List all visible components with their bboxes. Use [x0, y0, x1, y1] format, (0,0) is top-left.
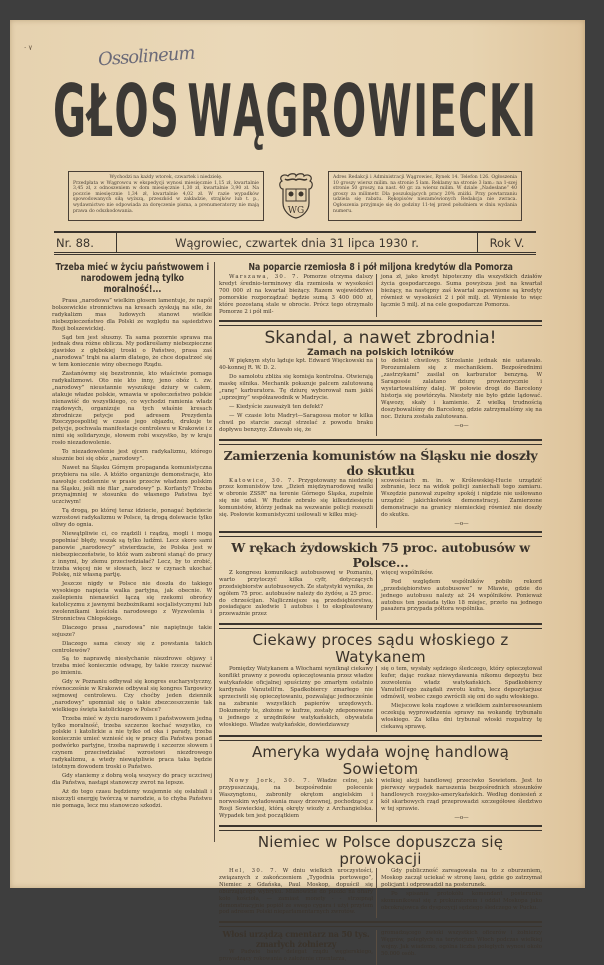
masthead-letter: G — [265, 69, 298, 153]
issue-info-bar — [54, 231, 536, 255]
article-paragraph: Sąd ten jest słuszny. Ta sama pozornie sprawa ma jednak dwa różne oblicza. My podkreślamy niebezpieczne zjawisko z głębokiej troski o Państwo, prasa zaś „narodowa” trąbi na alarm dlatego, że chce dopatrzeć się w tem koniecznie winy obecnego Rządu. — [52, 334, 212, 369]
end-mark: —o— — [454, 520, 469, 527]
article-paragraph: Nawet na Śląsku Górnym propaganda komunistyczna przybiera na sile. A któżto organizuje demonstracje, kto nawołuje codziennie w prasie przeciw władzom polskim na Śląsku, jeśli nie filar „narodowy” p. Korfanty? Trzeba przynajmniej w stosunku do własnego Państwa być uczciwym! — [52, 464, 212, 506]
article-pomorze: Na poparcie rzemiosła 8 i pół miljona kredytów dla Pomorza Warszawa, 30. 7. Pomorze otrzyma dalszy kredyt średnio-terminowy dla rzemiosła w wysokości 700 000 zł na kwartał bieżący. Razem województwo pomorskie rozporządzać będzie sumą 3 400 000 zł, które pozostaną stale w obrocie. Prócz tego otrzymało Pomorze 2 i pół mil- jona zł, jako kredyt hipoteczny dla wszystkich działów życia gospodarczego. Suma powyższa jest na kwartał bieżący, na następny zaś kwartał zapewnione są kredyty również w wysokości 2 i pół milj. zł. Wyniesie to więc łącznie 5 milj. zł na cele gospodarcze Pomorza. — [219, 262, 542, 317]
masthead-letter: O — [114, 69, 149, 153]
svg-text:WG: WG — [287, 206, 305, 216]
article-ameryka: Ameryka wydała wojnę handlową Sowietom Nowy Jork, 30. 7. Władze celne, jak przypuszczają, na bezpośrednie polecenie Waszyngtonu, zabroniły okrętom angielskim i norweskim wyładowania masy drzewnej, pochodzącej z Rosji Sowieckiej, którą okręty wiozły z Archangielska. Wypadek ten jest początkiem wielkiej akcji handlowej przeciwko Sowietom. Jest to pierwszy wypadek naruszenia bezpośrednich stosunków handlowych rosyjsko-amerykańskich. Według doniesień z kół skarbowych rząd przeprowadzi szczegółowe śledztwo w tej sprawie. —o— — [219, 743, 542, 821]
masthead-letter: W — [187, 69, 232, 153]
issue-place-date: Wągrowiec, czwartek dnia 31 lipca 1930 r. — [117, 233, 478, 252]
masthead-letter: R — [299, 69, 331, 153]
masthead-letter: C — [457, 69, 488, 153]
masthead-letter: S — [149, 69, 179, 153]
article-paragraph: To niezadowolenie jest ojcem radykalizmu, którego słusznie boi się obóz „narodowy”. — [52, 449, 212, 462]
masthead-letter: Ł — [87, 69, 113, 153]
editorial-address-text: Adres Redakcji i Administracji Wągrowiec, Rynek 14. Telefon 126. Ogłoszenia 10 groszy wiersz milim. na stronie 5 łam. Reklamy na stronie 3 łam.: na 1-szej stronie 50 groszy, na nast. 40 gr. za wiersz milim. W dziale „Nadesłane” 40 groszy za milimetr. Dla poszukujących pracy 20% zniżki. Przy powtarzaniu udziela się rabatu. Rękopisów niezamówionych Redakcja nie zwraca. Ogłoszenia przyjmuje się do godziny 11-tej przed południem w dniu wydania numeru. — [333, 175, 517, 214]
masthead-letter: K — [488, 69, 520, 153]
article-headline: Zamierzenia komunistów na Śląsku nie doszły do skutku — [223, 447, 538, 478]
column-divider — [214, 262, 215, 842]
article-paragraph: Dlaczego prasa „narodowa” nie napiętnuje takie sojusze? — [52, 624, 212, 638]
masthead-letter: Ą — [233, 69, 264, 153]
masthead-letter: O — [331, 69, 366, 153]
dateline: Warszawa, 30. 7. — [229, 274, 300, 280]
right-columns — [219, 262, 542, 965]
article-paragraph: Tą drogą, po której teraz idziecie, ponagać będziecie wzrostowi radykalizmu w Polsce, tą drogą dolewacie tylko oliwy do ognia. — [52, 508, 212, 529]
masthead-letter: W — [367, 69, 412, 153]
article-separator — [219, 825, 542, 831]
article-headline: W rękach żydowskich 75 proc. autobusów w Polsce... — [231, 539, 530, 570]
article-paragraph: Gdy staniemy z dobrą wolą wszyscy do pracy uczciwej dla Państwa, nastąpi stanowczy zwrot na lepsze. — [52, 772, 212, 786]
article-headline: Ciekawy proces sądu włoskiego z Watykanem — [252, 631, 509, 667]
article-paragraph: Aż do tego czasu będziemy wzajemnie się osłabiali i niszczyli energję twórczą w narodzie, a to chyba Państwu nie pomaga, lecz mu stanowczo szkodzi. — [52, 788, 212, 809]
article-cmentarz: Włosi urządzą cmentarz na 50 tys. zmarłych żołnierzy W Padwie bawi delegat rządu węgierskiego, prowadzący rokowania o założenie cmentarza, gromadzącego zwłoki wszystkich oficerów i żołnierzy Węgrów, poległych na terytorjum Włoch podczas wielkiej wojny. Jak wiadomo, ogólna liczba poległych wynosi około 50.000 osób. — [219, 930, 542, 965]
article-paragraph: Prasa „narodowa” wielkim głosem lamentuje, że napół bolszewickie stronnictwa na kresach zyskują na sile, że radykalizm mas ludowych stanowi wielkie niebezpieczeństwo dla Polski ze względu na sąsiedztwo Rosji bolszewickiej. — [52, 298, 212, 332]
article-separator — [219, 921, 542, 927]
article-headline: Trzeba mieć w życiu państwowem i narodowem jedną tylko moralność!... — [55, 262, 209, 295]
article-paragraph: Zastanówmy się bezstronnie, kto właściwie pomaga radykalizmowi. Oto nie kto inny, jeno obóz t. zw. „narodowy” nieustannie wyszukuje dziury w całem, atakuje władze polskie, wmawia w społeczeństwo polskie nienawiść do wszystkiego, co wychodzi ramienia władz rządowych, organizuje na tych właśnie kresach zbrodnicze petycje pod adresem Prezydenta Rzeczypospolitej w czasie jego objazdu, drukuje te petycje, pochwala manifestacje centrolewu w Krakowie i z nimi się solidaryzuje, słowem robi wszystko, by w kraju rosło niezadowolenie. — [52, 371, 212, 447]
end-mark: —o— — [454, 814, 469, 821]
issue-year: Rok V. — [489, 235, 525, 250]
article-paragraph: Jeszcze nigdy w Polsce nie doszła do takiego wysokiego napięcia walka partyjna, jak obecnie. W zaślepieniu nienawiści łączą się rzekomi obrońcy katolicyzmu z jawnymi bezbożnikami socjalistycznymi lub zwolennikami kościoła narodowego z Wyzwolenia i Stronnictwa Chłopskiego. — [52, 581, 212, 622]
article-skandal: Skandal, a nawet zbrodnia! Zamach na polskich lotników W pięknym stylu ląduje kpt. Edward Więckowski na 40-konnej R. W. D. 2. Do samolotu zbliża się komisja kontrolna. Otwierają maskę silnika. Mechanik pokazuje palcem zalutowaną „ranę” karburatora. Tę dziurę wyborował nam jakiś „uprzejmy” współzawodnik w Madrycie. — Kiedyście zauważyli ten defekt? — W czasie lotu Madryt—Saragossa motor w kilka chwil po starcie zaczął strzelać z powodu braku dopływu benzyny. Zdawało się, że to defekt chwilowy. Strzelanie jednak nie ustawało. Porozumiałem się z mechanikiem. Bezpośrednimi „zastrzykami” zasilał on karburator benzyną. W Saragossie zalatano dziurę prowizorycznie i wystartowaliśmy dalej. W połowie drogi do Barcelony historja się powtórzyła. Niestety nie było gdzie lądować. Wąwozy, skały i kamienie. Z wielką trudnością doszybowaliśmy do Barcelony, gdzie zatrzymaliśmy się na noc. Dziura została zalutowana. —o— — [219, 329, 542, 435]
dateline: Hel, 30. 7. — [229, 867, 278, 874]
article-body — [52, 298, 212, 809]
masthead-title — [53, 66, 536, 156]
article-paragraph: Gdy w Poznaniu odbywał się kongres eucharystyczny, równocześnie w Krakowie odbywał się kongres Targowicy sejmowej centrolewu. Czy choćby jeden dziennik „narodowy” upomniał się o takie zbezczeszczenie tak wielkiego święta katolickiego w Polsce? — [52, 679, 212, 713]
masthead-letter: I — [413, 69, 428, 153]
article-separator — [219, 439, 542, 445]
issue-number: Nr. 88. — [54, 233, 117, 252]
article-slask: Zamierzenia komunistów na Śląsku nie doszły do skutku Katowice, 30. 7. Przygotowany na niedzielę przez komunistów tzw. „Dzień międzynarodowej walki w obronie ZSSR” na terenie Górnego Śląska, zupełnie się nie udał. W Rudzie zebrało się kilkudziesięciu komunistów, którzy jednak na wezwanie policji rozeszli się. Posłowie komunistyczni usiłowali w kilku miej- scowościach m. in. w Królewskiej-Hucie urządzić zebranie, lecz na widok policji zaniechali tego zamiaru. Wszędzie panował zupełny spokój i nigdzie nie usiłowano urządzić jakichkolwiek demonstracyj. Zamierzone demonstracje na granicy niemieckiej również nie doszły do skutku. —o— — [219, 447, 542, 527]
article-headline: Ameryka wydała wojnę handlową Sowietom — [251, 743, 510, 779]
end-mark: —o— — [454, 422, 469, 429]
handwritten-library-note: Ossolineum — [97, 42, 196, 71]
editorial-address-box — [328, 171, 522, 221]
article-paragraph: Dlaczego sama cieszy się z powstania takich centrolewów? — [52, 640, 212, 654]
article-watykan: Ciekawy proces sądu włoskiego z Watykanem Pomiędzy Watykanem a Włochami wyniknął ciekawy konflikt prawny z powodu opieczętowania przez władze watykańskie oficjalnej spuścizny po zmarłym ostatnio kardynale Vanutelli'm. Spadkobiercy zmarłego nie sprzeciwili się opieczętowaniu, pozwalając jednocześnie na zabranie wszystkich papierów urzędowych. Dokumenty te, złożone w kufrze, zostały zdeponowane u jednego z urzędników watykańskich, obywatela włoskiego. Władze watykańskie, dowiedziawszy się o tem, wysłały sędziego śledczego, który opieczętował kufer, dając rozkaz niewydawania nikomu depozytu bez zezwolenia władz watykańskich. Spadkobiercy Vanutelli'ego zażądali zwrotu kufra, lecz depozytarjusz odmówił, wobec czego zwrócili się oni do sądu włoskiego. Miejscowe koła rządowe z wielkiem zainteresowaniem oczekują wyprowadzenia sprawy na wokandę trybunału włoskiego. Za kilka dni trybunał włoski rozpatrzy tę ciekawą sprawę. — [219, 632, 542, 732]
subscription-info-box — [68, 171, 264, 221]
article-paragraph: Trzeba mieć w życiu narodowem i państwowem jedną tylko moralność, trzeba szczerze kochać wszystko, co polskie i katolickie a nie tylko od oka i parady, trzeba koniecznie umieć wznieść się w pracy dla Państwa ponad podwórko partyjne, trzeba naprawdę i szczerze słowem i czynem przeciwdziałać wzrostowi niezdrowego radykalizmu, a wtedy niewątpliwie praca taka będzie istotnym dowodem troski o Państwo. — [52, 715, 212, 770]
article-separator — [219, 735, 542, 741]
article-niemiec: Niemiec w Polsce dopuszcza się prowokacji Hel, 30. 7. W dniu wielkich uroczystości, związanych z zakończeniem „Tygodnia portowego”, Niemiec z Gdańska, Paul Moskop, dopuścił się oburzającego wybryku. Mianowicie do puszki na ofiary koło kościoła, — zamiast monety - - strzepnął demonstracyjnie popiół ze swego cygara i użył przytem pod adresem Polski nieparlamentarnych zwrotów. Gdy publiczność zareagowała na to z oburzeniem, Moskop zaczął uciekać w stronę lasu, gdzie go zatrzymał policjant i odprowadził na posterunek. Po spisaniu protokółu komendant posterunku skomunikował się z prokuratorem i oddał Moskopa jako obcokrajowca do dyspozycji sędziego śledczego w Pucku. — [219, 834, 542, 918]
dateline: Katowice, 30. 7. — [229, 477, 296, 484]
article-moralnosc — [52, 262, 212, 842]
article-paragraph: Są to naprawdę niesłychanie niezdrowe objawy i trzeba mieć koniecznie odwagę, by takie rzeczy nazwać po imieniu. — [52, 656, 212, 677]
article-headline: Niemiec w Polsce dopuszcza się prowokacji — [257, 832, 504, 868]
article-headline: Włosi urządzą cmentarz na 50 tys. zmarłych żołnierzy — [222, 929, 370, 949]
masthead-letter: G — [53, 69, 86, 153]
masthead-letter: I — [521, 69, 536, 153]
article-headline: Na poparcie rzemiosła 8 i pół miljona kredytów dla Pomorza — [248, 262, 513, 273]
article-separator — [219, 531, 542, 537]
article-separator — [219, 320, 542, 326]
subscription-prices: Przedpłata w Wągrowcu w ekspedycji wynosi miesięcznie 1,15 zł, kwartalnie 3,45 zł, z odnoszeniem w dom miesięcznie 1,30 zł, kwartalnie 3,90 zł. Na poczcie miesięcznie 1,34 zł, kwartalnie 4,02 zł. W razie wypadków spowodowanych siłą wyższą, przeszkód w zakładzie, strajków lub t. p., wydawnictwo nie odpowiada za doręczenie pisma, a prenumeratorzy nie mają prawa do odszkodowania. — [73, 180, 259, 214]
masthead-letter: E — [429, 69, 457, 153]
article-subheadline: Zamach na polskich lotników — [307, 348, 454, 359]
margin-mark: · ٧ — [24, 44, 33, 52]
article-paragraph: Niewątpliwie ci, co rządzili i rządzą, mogli i mogą popełniać błędy, wszak są tylko ludźmi. Lecz skoro sami panowie „narodowcy” stwierdzacie, że Polska jest w niebezpieczeństwie, to któż wam zabroni stanąć do pracy z innymi, by złemu przeciwdziałać? Lecz, by to zrobić, trzeba więcej nie w słowach, lecz w czynach ukochać Polskę, niż własną partję. — [52, 531, 212, 579]
coat-of-arms-icon — [276, 173, 316, 219]
dateline: Nowy Jork, 30. 7. — [229, 778, 311, 785]
article-headline: Skandal, a nawet zbrodnia! — [264, 328, 497, 349]
article-autobusy: W rękach żydowskich 75 proc. autobusów w Polsce... Z kongresu komunikacji autobusowej w Poznaniu, warto przytoczyć kilka cyfr, dotyczących przedsiębiorstw autobusowych. Ze statystyki wynika, że ogółem 75 proc. autobusów należy do żydów, a 25 proc. do chrześcijan. Najliczniejsze są przedsiębiorstwa, posiadające zaledwie 1 autobus i to eksploatowany przeważnie przez więcej wspólników. Pod względem wspólników pobiło rekord „przedsiębiorstwo autobusowe” w Mławie, gdzie do jednego autobusu należy aż 24 wspólników. Ponieważ autobus ten posiada tylko 18 miejsc, przeto na jednego pasażera przypada półtora wspólnika. — [219, 540, 542, 620]
article-separator — [219, 623, 542, 629]
publication-days: Wychodzi na każdy wtorek, czwartek i niedzielę. — [109, 175, 223, 180]
